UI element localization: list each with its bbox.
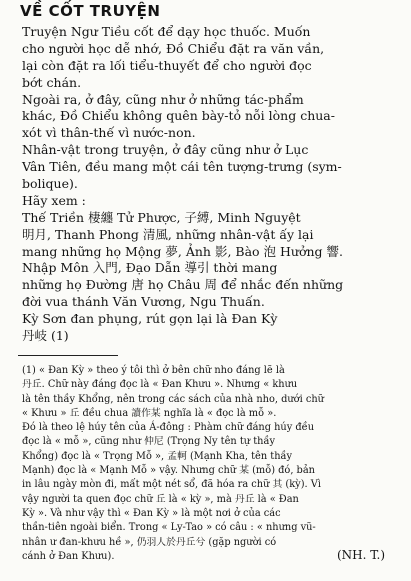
text-line: lại còn đặt ra lối tiểu-thuyết để cho người đọc [22,57,312,73]
footnote-line: (1) « Đan Kỳ » theo ý tôi thì ở bên chữ nho đáng lẽ là [22,365,285,376]
text-line: những họ Đường 唐 họ Châu 周 để nhắc đến những [22,277,344,293]
footnote-divider [18,355,118,356]
footnote-signature: (NH. T.) [336,548,385,562]
text-line: cho người học dễ nhớ, Đồ Chiểu đặt ra văn vần, [22,40,325,56]
footnote-line: Mạnh) đọc là « Mạnh Mỗ » vậy. Nhưng chữ 某 (mỗ) đó, bản [22,465,315,477]
text-line: 丹岐 (1) [22,328,69,344]
text-line: Thế Triền 棲纏 Tử Phược, 子縛, Minh Nguyệt [22,209,301,225]
footnote-line: « Khưu » 丘 đều chua 讀作某 nghĩa là « đọc là mỗ ». [22,407,277,419]
text-line: Nhập Môn 入門, Đạo Dẫn 導引 thời mang [22,260,278,276]
footnote-line: vậy người ta quen đọc chữ 丘 là « kỳ », mà 丹丘 là « Đan [22,493,299,505]
text-line: bolique). [22,176,78,192]
text-line: đời vua thánh Văn Vương, Ngu Thuấn. [22,294,265,310]
footnote-line: 丹丘. Chữ này đáng đọc là « Đan Khưu ». Nhưng « khưu [22,379,298,391]
text-line: Truyện Ngư Tiều cốt để dạy học thuốc. Muốn [22,24,311,39]
footnote-line: nhân ư đan-khưu hề », 仍羽人於丹丘兮 (gặp người có [22,536,277,548]
text-line: khác, Đồ Chiểu không quên bày-tỏ nỗi lòng chua- [22,108,335,124]
footnote-line: Kỳ ». Và như vậy thì « Đan Kỳ » là một nơi ở của các [22,507,281,519]
main-text [22,24,392,345]
footnote-line: cánh ở Đan Khưu). [22,550,115,562]
footnote-line: là tên thầy Khổng, nên trong các sách của nhà nho, dưới chữ [22,393,324,405]
section-heading: VỀ CỐT TRUYỆN [20,2,161,20]
text-line: Nhân-vật trong truyện, ở đây cũng như ở Lục [22,142,309,158]
text-line: mang những họ Mộng 夢, Ảnh 影, Bào 泡 Hưởng 響. [22,243,343,259]
footnote-line: thần-tiên ngoài biển. Trong « Ly-Tao » có câu : « nhưng vũ- [22,522,316,534]
footnote-line: in lâu ngày mòn đi, mất một nét sổ, đã hóa ra chữ 其 (kỳ). Vì [22,479,321,491]
text-line: Kỳ Sơn đan phụng, rút gọn lại là Đan Kỳ [22,311,278,327]
footnote-line: đọc là « mỗ », cũng như 仲尼 (Trọng Ny tên tự thầy [22,436,275,448]
text-line: xót vì thân-thế vì nước-non. [22,125,196,141]
footnote-line: Đó là theo lệ húy tên của Á-đông : Phàm chữ đáng húy đều [22,422,315,434]
text-line: Ngoài ra, ở đây, cũng như ở những tác-phẩm [22,91,304,107]
text-line: Vân Tiên, đều mang một cái tên tượng-trưng (sym- [22,159,342,175]
text-line: 明月, Thanh Phong 清風, những nhân-vật ấy lại [22,226,314,242]
text-line: bớt chán. [22,74,82,90]
footnote [22,364,394,564]
text-line: Hãy xem : [22,192,86,208]
footnote-line: Khổng) đọc là « Trọng Mỗ », 孟軻 (Mạnh Kha, tên thầy [22,450,293,462]
